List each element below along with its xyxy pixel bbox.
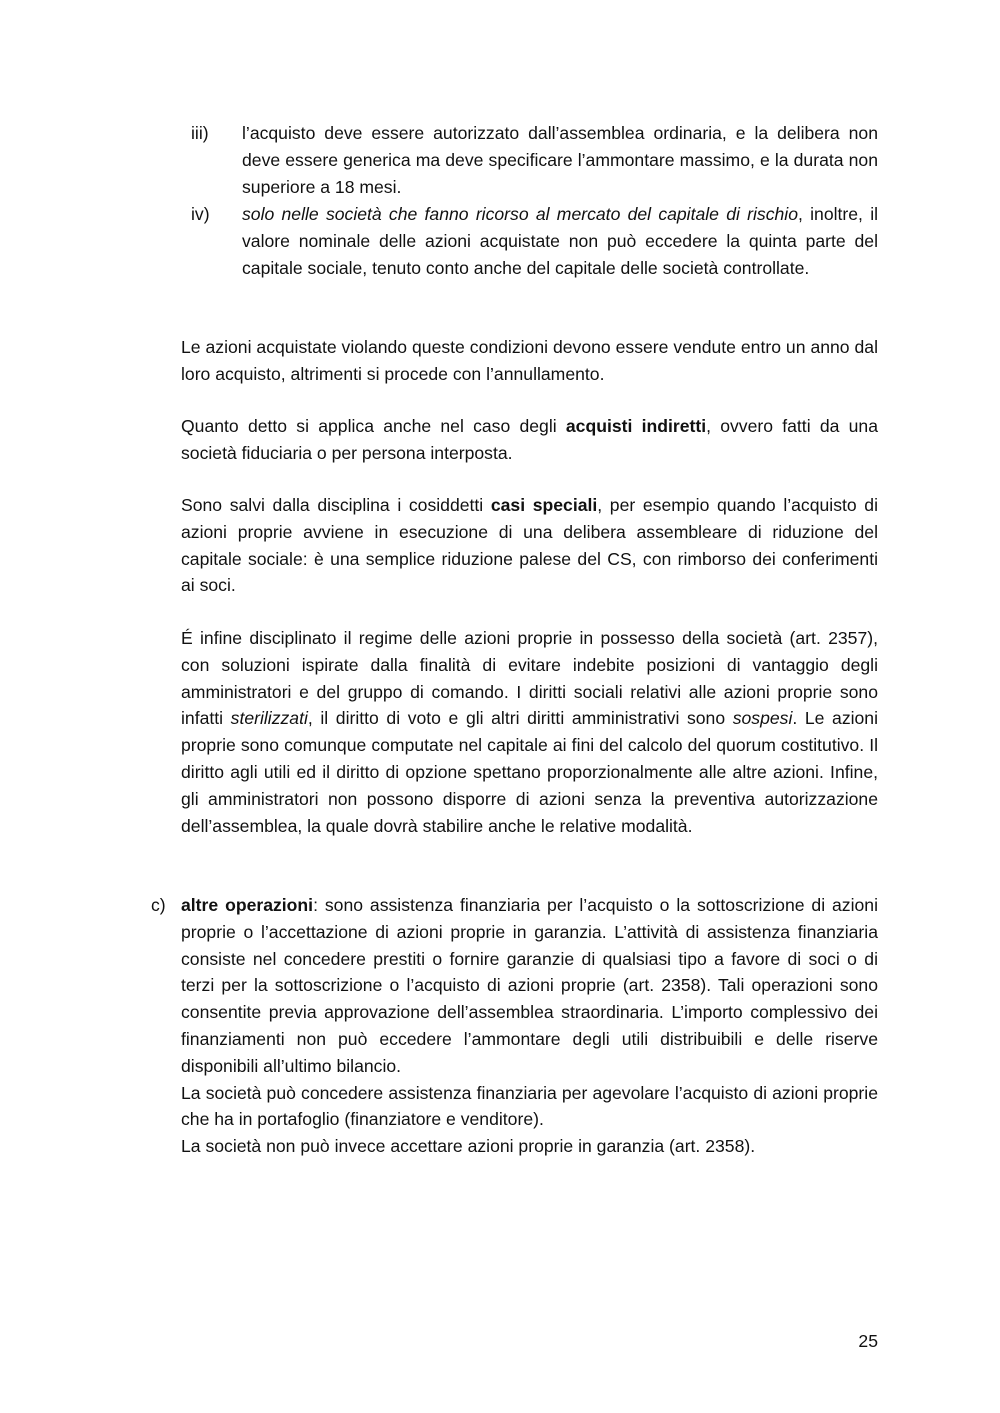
- italic-text: sospesi: [732, 708, 793, 729]
- paragraph-acquisti-indiretti: [181, 413, 878, 467]
- list-item-text: l’acquisto deve essere autorizzato dall’assemblea ordinaria, e la delibera non deve essere generica ma deve specificare l’ammontare massimo, e la durata non superiore a 18 mesi.: [242, 123, 878, 197]
- body-text: : sono assistenza finanziaria per l’acquisto o la sottoscrizione di azioni proprie o l’accettazione di azioni proprie in garanzia. L’attività di assistenza finanziaria consiste nel concedere prestiti o fornire garanzie di qualsiasi tipo a favore di soci o di terzi per la sottoscrizione o l’acquisto di azioni proprie (art. 2358). Tali operazioni sono consentite previa approvazione dell’assemblea straordinaria. L’importo complessivo dei finanziamenti non può eccedere l’ammontare degli utili distribuibili e delle riserve disponibili all’ultimo bilancio.: [181, 895, 878, 1076]
- list-item-text: [242, 201, 878, 281]
- body-text: Sono salvi dalla disciplina i cosiddetti: [181, 495, 491, 515]
- italic-text: solo nelle società che fanno ricorso al mercato del capitale di rischio: [242, 204, 798, 224]
- body-text: Quanto detto si applica anche nel caso degli: [181, 416, 566, 436]
- bold-term: acquisti indiretti: [565, 416, 707, 436]
- paragraph-vendute: Le azioni acquistate violando queste condizioni devono essere vendute entro un anno dal loro acquisto, altrimenti si procede con l’annullamento.: [181, 337, 878, 384]
- paragraph-casi-speciali: [181, 492, 878, 599]
- italic-text: sterilizzati: [230, 708, 308, 729]
- list-item-iv: [181, 201, 878, 281]
- list-marker-c: c): [151, 895, 166, 915]
- list-item-iii: [181, 120, 878, 200]
- section-altre-operazioni: [181, 892, 878, 1160]
- body-text: É infine disciplinato il regime delle azioni proprie in possesso della società (art. 2357), con soluzioni ispirate dalla finalità di evitare indebite posizioni di vantaggio degli amministratori e del gruppo di comando. I diritti sociali relativi alle azioni proprie sono infatti: [181, 628, 878, 729]
- list-marker: iii): [191, 123, 209, 143]
- body-text: , inoltre, il valore nominale delle azioni acquistate non può eccedere la quinta parte del capitale sociale, tenuto conto anche del capitale delle società controllate.: [242, 204, 879, 278]
- body-text: , ovvero fatti da una società fiduciaria o per persona interposta.: [181, 416, 878, 463]
- body-text: . Le azioni proprie sono comunque computate nel capitale ai fini del calcolo del quorum costitutivo. Il diritto agli utili ed il diritto di opzione spettano proporzionalmente alle altre azioni. Infine, gli amministratori non possono disporre di azioni senza la preventiva autorizzazione dell’assemblea, la quale dovrà stabilire anche le relative modalità.: [181, 708, 878, 836]
- body-text: , il diritto di voto e gli altri diritti amministrativi sono: [307, 708, 733, 729]
- bold-term: casi speciali: [490, 495, 598, 515]
- section-c-paragraph: [181, 892, 878, 1080]
- section-c-line-2: La società può concedere assistenza finanziaria per agevolare l’acquisto di azioni proprie che ha in portafoglio (finanziatore e venditore).: [181, 1082, 878, 1130]
- list-marker: iv): [191, 204, 210, 224]
- page-number: 25: [858, 1331, 878, 1351]
- bold-term: altre operazioni: [181, 895, 314, 915]
- section-c-line-3: La società non può invece accettare azioni proprie in garanzia (art. 2358).: [181, 1136, 756, 1157]
- body-text: , per esempio quando l’acquisto di azioni proprie avviene in esecuzione di una delibera assembleare di riduzione del capitale sociale: è una semplice riduzione palese del CS, con rimborso dei conferimenti ai soci.: [181, 495, 878, 596]
- paragraph-regime-azioni-proprie: [181, 625, 878, 839]
